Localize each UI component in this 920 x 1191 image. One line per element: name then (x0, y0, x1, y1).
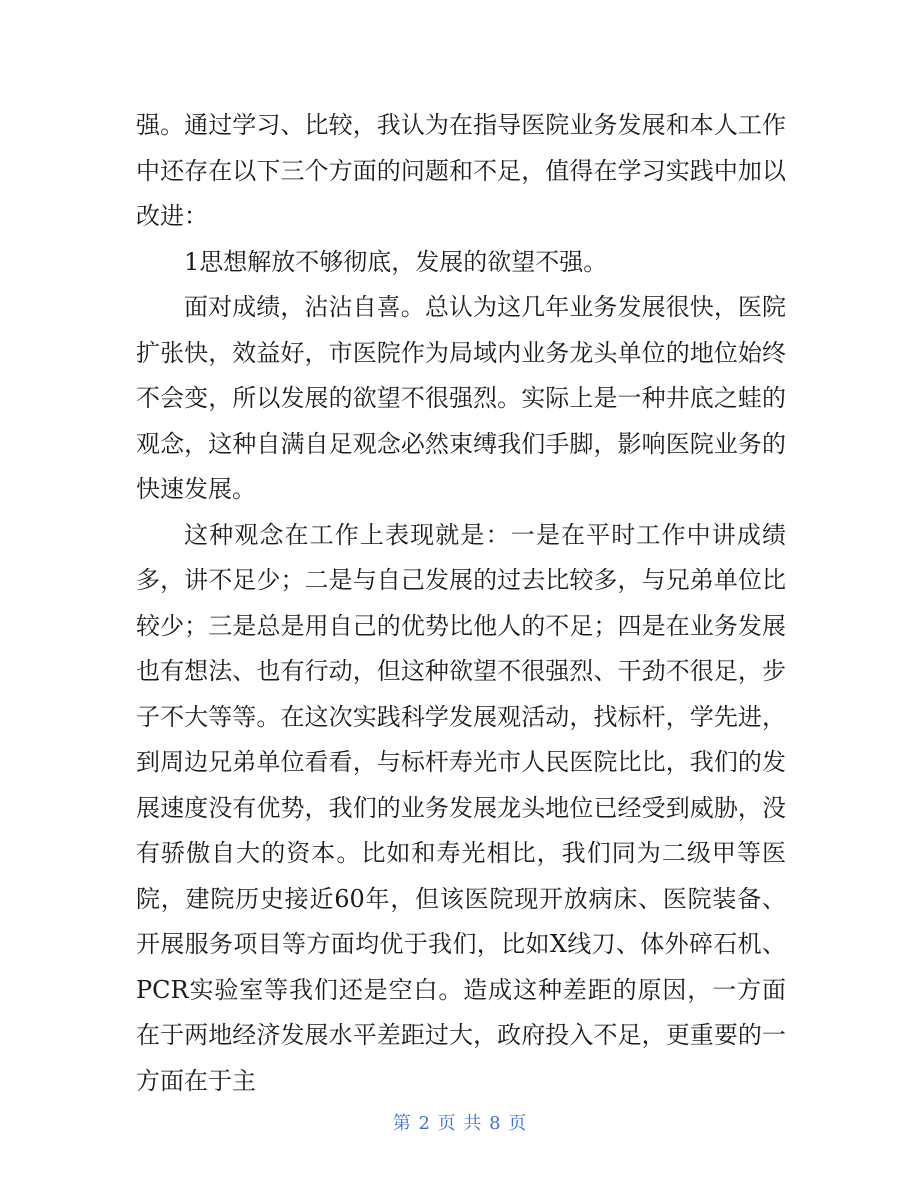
page-number-footer: 第 2 页 共 8 页 (392, 1113, 528, 1134)
paragraph-complacency: 面对成绩，沾沾自喜。总认为这几年业务发展很快，医院扩张快，效益好，市医院作为局域内业务龙头单位的地位始终不会变，所以发展的欲望不很强烈。实际上是一种井底之蛙的观念，这种自满自足观念必然束缚我们手脚，影响医院业务的快速发展。 (136, 293, 786, 503)
paragraph-intro: 强。通过学习、比较，我认为在指导医院业务发展和本人工作中还存在以下三个方面的问题和不足，值得在学习实践中加以改进： (136, 111, 786, 230)
paragraph-heading-1: 1思想解放不够彻底，发展的欲望不强。 (184, 247, 608, 276)
document-body (136, 103, 786, 1104)
paragraph-manifestation: 这种观念在工作上表现就是：一是在平时工作中讲成绩多，讲不足少；二是与自己发展的过去比较多，与兄弟单位比较少；三是总是用自己的优势比他人的不足；四是在业务发展也有想法、也有行动，但这种欲望不很强烈、干劲不很足，步子不大等等。在这次实践科学发展观活动，找标杆，学先进，到周边兄弟单位看看，与标杆寿光市人民医院比比，我们的发展速度没有优势，我们的业务发展龙头地位已经受到威胁，没有骄傲自大的资本。比如和寿光相比，我们同为二级甲等医院，建院历史接近60年，但该医院现开放病床、医院装备、开展服务项目等方面均优于我们，比如X线刀、体外碎石机、PCR实验室等我们还是空白。造成这种差距的原因，一方面在于两地经济发展水平差距过大，政府投入不足，更重要的一方面在于主 (136, 520, 786, 1095)
